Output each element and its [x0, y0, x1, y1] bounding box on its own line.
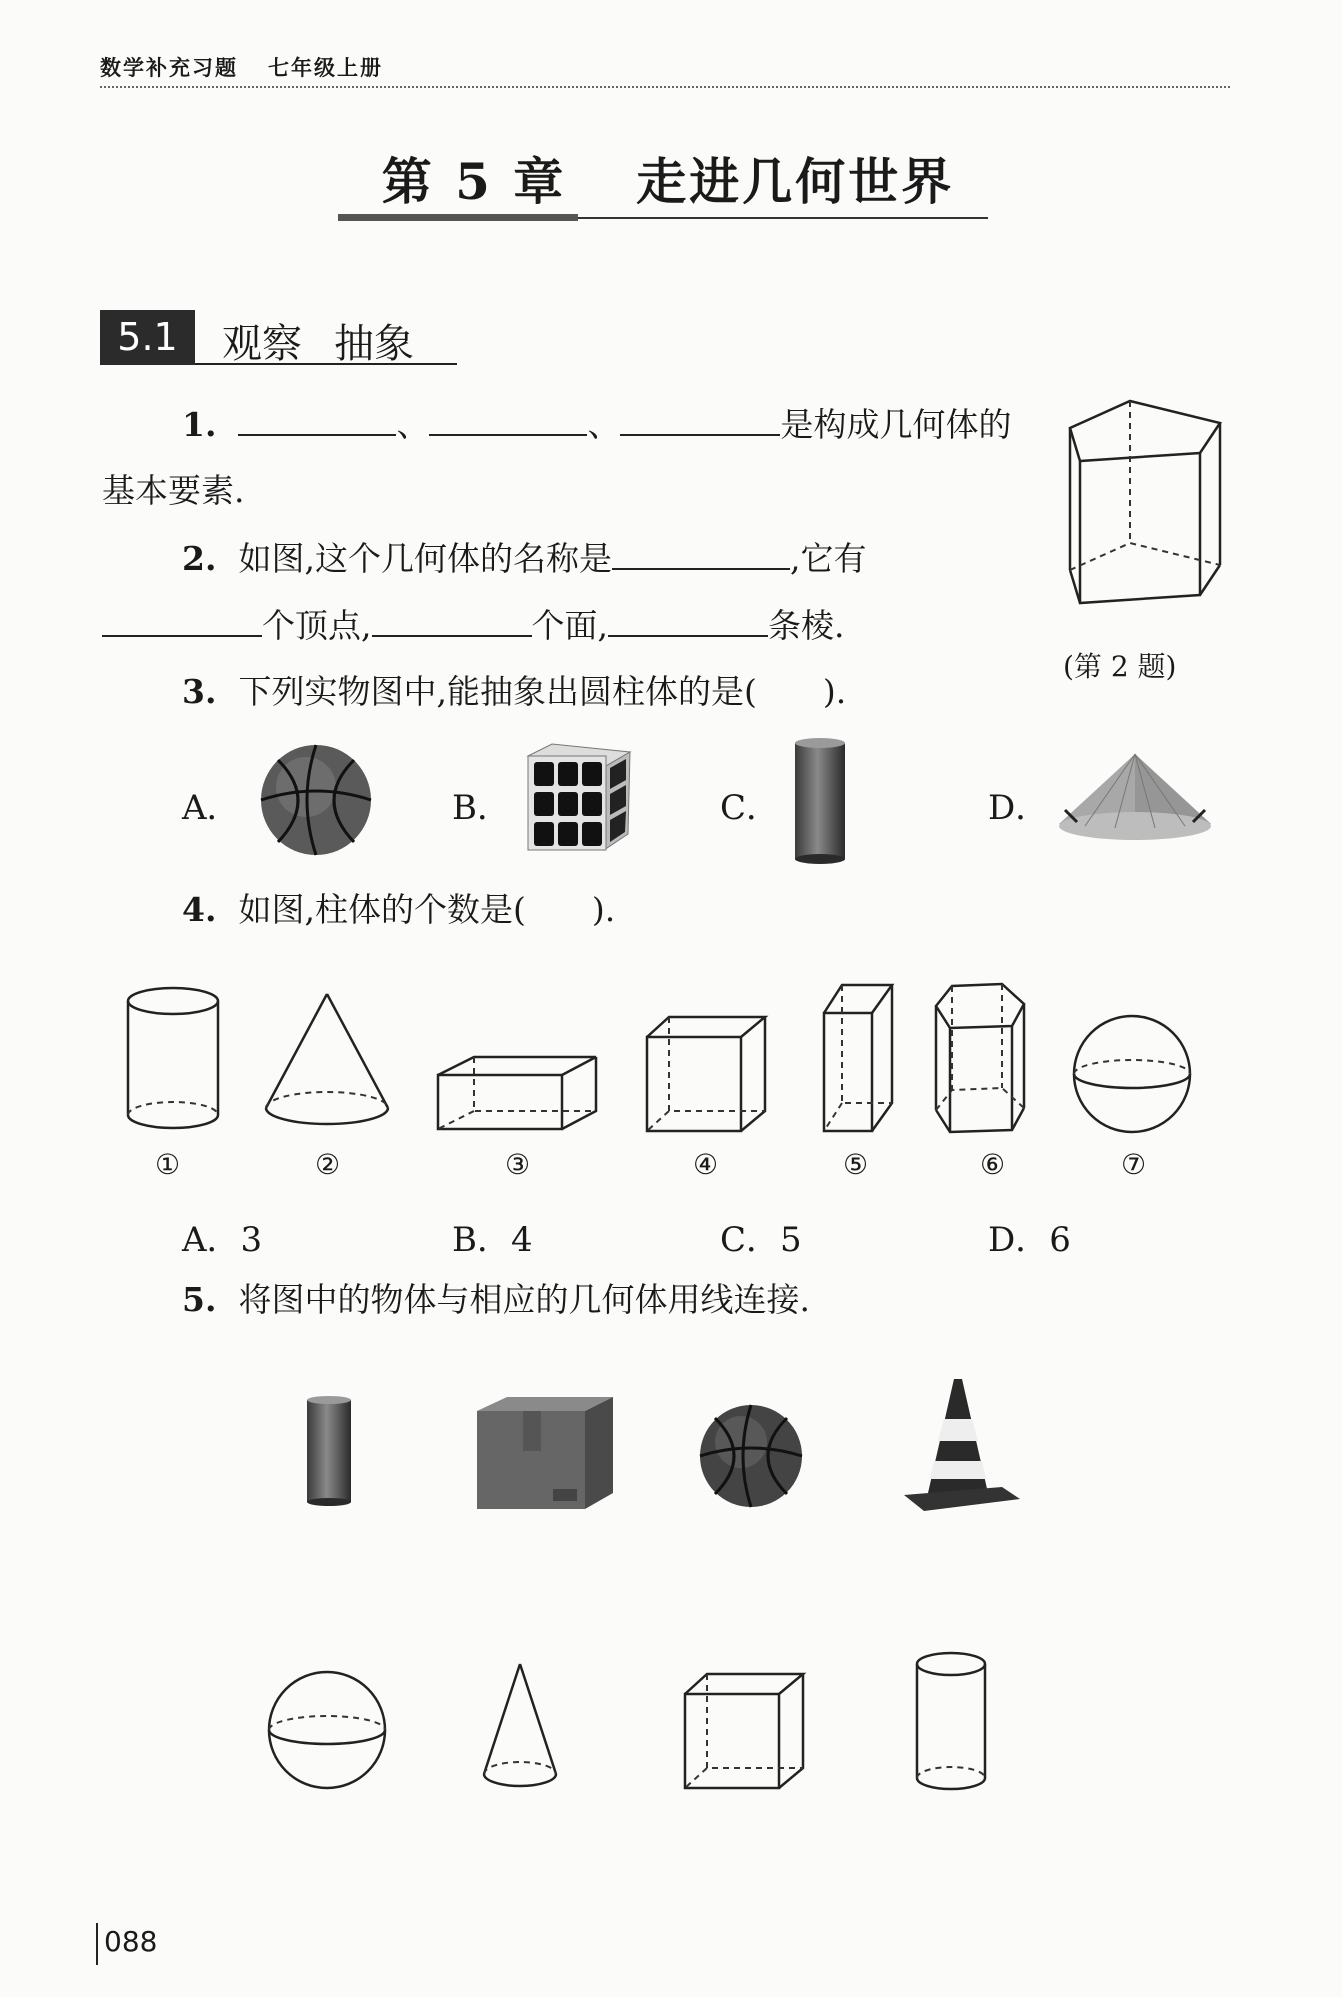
q1-blank-2	[429, 404, 587, 436]
q3-option-b[interactable]: B．	[452, 788, 511, 828]
q2-blank-edges	[608, 605, 768, 637]
section-title	[222, 312, 414, 369]
section-number-badge: 5.1	[100, 310, 195, 365]
q4-option-d[interactable]: D．6	[988, 1220, 1071, 1260]
section-title-a: 观察	[222, 321, 302, 367]
book-title: 数学补充习题	[100, 56, 238, 80]
q4-text: 如图,柱体的个数是( ).	[238, 890, 616, 929]
q4-number: 4.	[182, 890, 217, 929]
pentagonal-prism-figure	[1060, 398, 1230, 613]
q4-label-4: ④	[693, 1148, 719, 1181]
question-3	[182, 672, 846, 712]
q5-cone	[480, 1660, 560, 1792]
q4-option-c[interactable]: C．5	[720, 1220, 802, 1260]
cylinder-can-image	[793, 737, 847, 865]
q2-caption: (第 2 题)	[1063, 650, 1177, 683]
q4-option-a[interactable]: A．3	[182, 1220, 263, 1260]
question-5	[182, 1280, 810, 1320]
q3-text: 下列实物图中,能抽象出圆柱体的是( ).	[238, 672, 847, 711]
q2-text-1: 如图,这个几何体的名称是	[238, 539, 612, 578]
q5-number: 5.	[182, 1280, 217, 1319]
q2-blank-vertices	[102, 605, 262, 637]
chapter-label: 第 5 章	[381, 152, 567, 211]
q4-cylinder	[123, 985, 223, 1135]
q1-sep-1: 、	[396, 405, 430, 444]
question-2	[182, 538, 866, 579]
q4-label-5: ⑤	[843, 1148, 869, 1181]
q2-blank-faces	[372, 605, 532, 637]
q1-text: 是构成几何体的	[780, 405, 1012, 444]
q1-number: 1.	[182, 405, 217, 444]
grade-title: 七年级上册	[268, 56, 383, 80]
chapter-heading	[338, 142, 998, 214]
basketball-image	[258, 742, 374, 858]
q3-option-d[interactable]: D．	[988, 788, 1050, 828]
q3-option-a[interactable]: A．	[182, 788, 241, 828]
q3-option-c[interactable]: C．	[720, 788, 781, 828]
page-number-bar	[96, 1923, 98, 1965]
q4-cube	[645, 1015, 767, 1133]
rubiks-cube-image	[522, 742, 634, 854]
q5-traffic-cone-image	[900, 1375, 1022, 1515]
q5-cube	[683, 1672, 805, 1790]
q4-label-6: ⑥	[980, 1148, 1006, 1181]
q2-number: 2.	[182, 539, 217, 578]
chapter-rule-thin	[578, 217, 988, 219]
section-rule	[195, 363, 457, 365]
chapter-title: 走进几何世界	[636, 152, 955, 211]
q2-text-2: ,它有	[789, 539, 867, 578]
q2-text-4: 个面,	[531, 606, 608, 645]
q1-blank-1	[238, 404, 396, 436]
section-title-b: 抽象	[334, 321, 414, 367]
header-divider	[100, 86, 1230, 88]
q4-label-1: ①	[155, 1148, 181, 1181]
question-1-cont: 基本要素.	[102, 471, 245, 510]
question-1	[182, 404, 1011, 445]
q2-text-5: 条棱.	[768, 606, 845, 645]
question-4	[182, 890, 615, 930]
question-2-cont	[102, 605, 845, 646]
q4-flat-cuboid	[436, 1055, 598, 1131]
page-number: 088	[104, 1925, 158, 1958]
q2-text-3: 个顶点,	[262, 606, 372, 645]
q4-tall-cuboid	[822, 983, 894, 1135]
chapter-rule-thick	[338, 214, 578, 221]
q4-cone	[262, 990, 392, 1130]
q5-box-image	[473, 1393, 615, 1513]
q3-number: 3.	[182, 672, 217, 711]
q2-blank-name	[612, 538, 790, 570]
q4-label-3: ③	[505, 1148, 531, 1181]
q4-hexagonal-prism	[932, 980, 1030, 1140]
q4-label-2: ②	[315, 1148, 341, 1181]
q4-option-b[interactable]: B．4	[452, 1220, 533, 1260]
q1-blank-3	[620, 404, 780, 436]
q5-sphere	[265, 1668, 389, 1792]
conical-hat-image	[1055, 748, 1215, 848]
q5-can-image	[305, 1395, 353, 1507]
q1-sep-2: 、	[587, 405, 621, 444]
q4-label-7: ⑦	[1121, 1148, 1147, 1181]
q5-text: 将图中的物体与相应的几何体用线连接.	[238, 1280, 810, 1319]
q5-cylinder	[913, 1650, 989, 1794]
q4-sphere	[1070, 1012, 1194, 1136]
running-header	[100, 52, 383, 82]
q5-basketball-image	[697, 1402, 805, 1510]
